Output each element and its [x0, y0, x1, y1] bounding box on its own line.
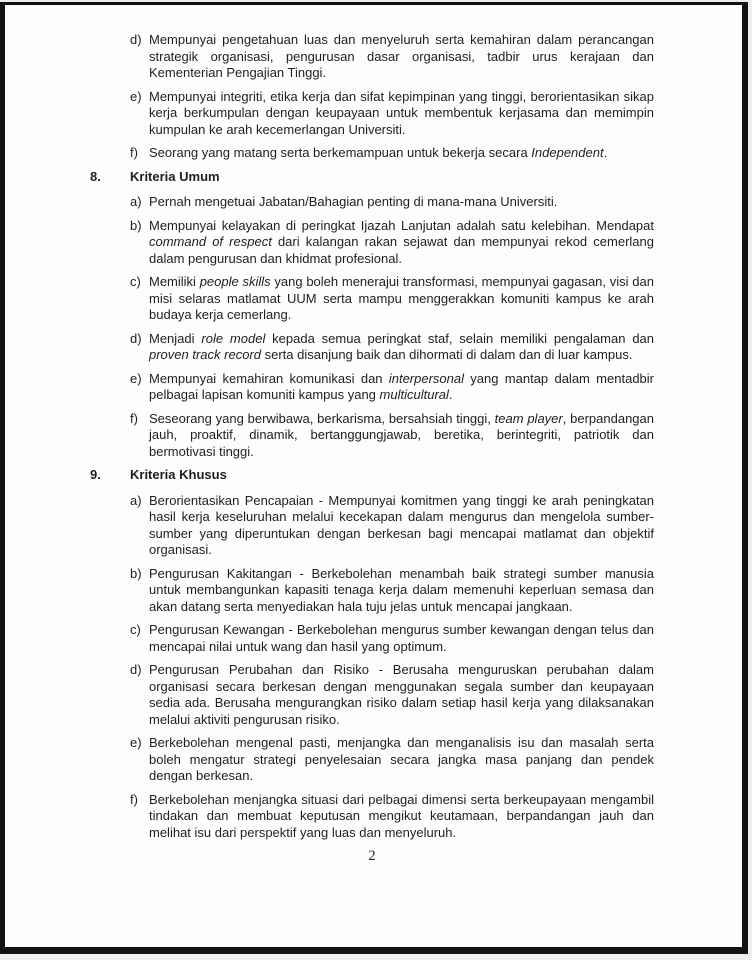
item-label: a): [130, 492, 142, 508]
item-label: e): [130, 735, 142, 750]
section-kriteria-umum: [90, 169, 654, 461]
item-label: f): [130, 791, 138, 807]
item-label: d): [130, 32, 142, 47]
list-item: [130, 411, 654, 461]
list-item: [130, 566, 654, 616]
item-text: Berorientasikan Pencapaian - Mempunyai komitmen yang tinggi ke arah peningkatan hasil kerja keseluruhan melalui kecekapan dalam mengurus dan mengelola sumber-sumber yang diperuntukan dengan berkesan bagi mencapai matlamat dan objektif organisasi.: [149, 492, 654, 557]
item-label: b): [130, 565, 142, 581]
list-item: [130, 493, 654, 559]
item-text: Seorang yang matang serta berkemampuan untuk bekerja secara Independent.: [149, 145, 608, 160]
section-number: 9.: [90, 467, 101, 482]
item-text: Pengurusan Perubahan dan Risiko - Berusaha menguruskan perubahan dalam organisasi secara berkesan dengan menggunakan segala sumber dan keupayaan sedia ada. Berusaha mengurangkan risiko dalam setiap hasil kerja yang dilaksanakan melalui aktiviti pengurusan risiko.: [149, 662, 654, 727]
item-label: b): [130, 217, 142, 233]
section-heading-row: [90, 169, 654, 186]
item-text: Memiliki people skills yang boleh menerajui transformasi, mempunyai gagasan, visi dan misi selaras matlamat UUM serta mampu menggerakkan komuniti kampus ke arah budaya kerja cemerlang.: [149, 274, 654, 322]
section-heading-row: [90, 467, 654, 484]
item-label: d): [130, 330, 142, 346]
list-item: [130, 735, 654, 785]
item-text: Mempunyai kelayakan di peringkat Ijazah Lanjutan adalah satu kelebihan. Mendapat command of respect dari kalangan rakan sejawat dan mempunyai rekod cemerlang dalam pengurusan dan khidmat profesional.: [149, 217, 654, 266]
list-item: [130, 331, 654, 364]
item-label: c): [130, 622, 141, 637]
item-text: Mempunyai integriti, etika kerja dan sifat kepimpinan yang tinggi, berorientasikan sikap kerja berkumpulan dengan keupayaan untuk membentuk kerjasama dan memimpin kumpulan ke arah kecemerlangan Universiti.: [149, 88, 654, 137]
list-item: [130, 32, 654, 82]
section-kriteria-khusus: [90, 467, 654, 841]
page-number: 2: [368, 848, 376, 864]
list-item: [130, 792, 654, 842]
document-page: [0, 2, 748, 954]
section-heading: Kriteria Khusus: [130, 467, 227, 482]
list-item: [130, 194, 654, 211]
list-item: [130, 218, 654, 268]
item-text: Mempunyai kemahiran komunikasi dan interpersonal yang mantap dalam mentadbir pelbagai lapisan komuniti kampus yang multicultural.: [149, 370, 654, 402]
item-label: f): [130, 145, 138, 160]
item-text: Seseorang yang berwibawa, berkarisma, bersahsiah tinggi, team player, berpandangan jauh, proaktif, dinamik, bertanggungjawab, beretika, berintegriti, patriotik dan bermotivasi tinggi.: [149, 410, 654, 459]
item-label: f): [130, 410, 138, 426]
list-item: [130, 662, 654, 728]
section-number: 8.: [90, 168, 101, 184]
list-item: [130, 89, 654, 139]
item-label: a): [130, 194, 142, 209]
list-item: [130, 145, 654, 162]
list-item: [130, 371, 654, 404]
item-text: Pengurusan Kewangan - Berkebolehan mengurus sumber kewangan dengan telus dan mencapai nilai untuk wang dan hasil yang optimum.: [149, 622, 654, 654]
section-heading: Kriteria Umum: [130, 168, 220, 184]
intro-section: [90, 32, 654, 162]
item-text: Berkebolehan mengenal pasti, menjangka dan menganalisis isu dan masalah serta boleh mengatur strategi penyelesaian secara jangka masa panjang dan pendek dengan berkesan.: [149, 735, 654, 783]
item-label: c): [130, 274, 141, 289]
item-label: e): [130, 88, 142, 104]
item-text: Pengurusan Kakitangan - Berkebolehan menambah baik strategi sumber manusia untuk membangunkan kapasiti tenaga kerja dalam memenuhi keperluan semasa dan akan datang serta menyediakan hala tuju jelas untuk mencapai jangkaan.: [149, 565, 654, 614]
list-item: [130, 622, 654, 655]
item-text: Berkebolehan menjangka situasi dari pelbagai dimensi serta berkeupayaan mengambil tindakan dan membuat keputusan mengikut keutamaan, berpandangan jauh dan melihat isu dari perspektif yang luas dan menyeluruh.: [149, 791, 654, 840]
item-text: Menjadi role model kepada semua peringkat staf, selain memiliki pengalaman dan proven track record serta disanjung baik dan dihormati di dalam dan di luar kampus.: [149, 330, 655, 362]
item-text: Pernah mengetuai Jabatan/Bahagian penting di mana-mana Universiti.: [149, 194, 558, 209]
item-text: Mempunyai pengetahuan luas dan menyeluruh serta kemahiran dalam perancangan strategik organisasi, pengurusan dasar organisasi, tadbir urus kerajaan dan Kementerian Pengajian Tinggi.: [149, 32, 654, 80]
item-label: d): [130, 662, 142, 677]
item-label: e): [130, 370, 142, 386]
page-content: [5, 5, 742, 865]
list-item: [130, 274, 654, 324]
